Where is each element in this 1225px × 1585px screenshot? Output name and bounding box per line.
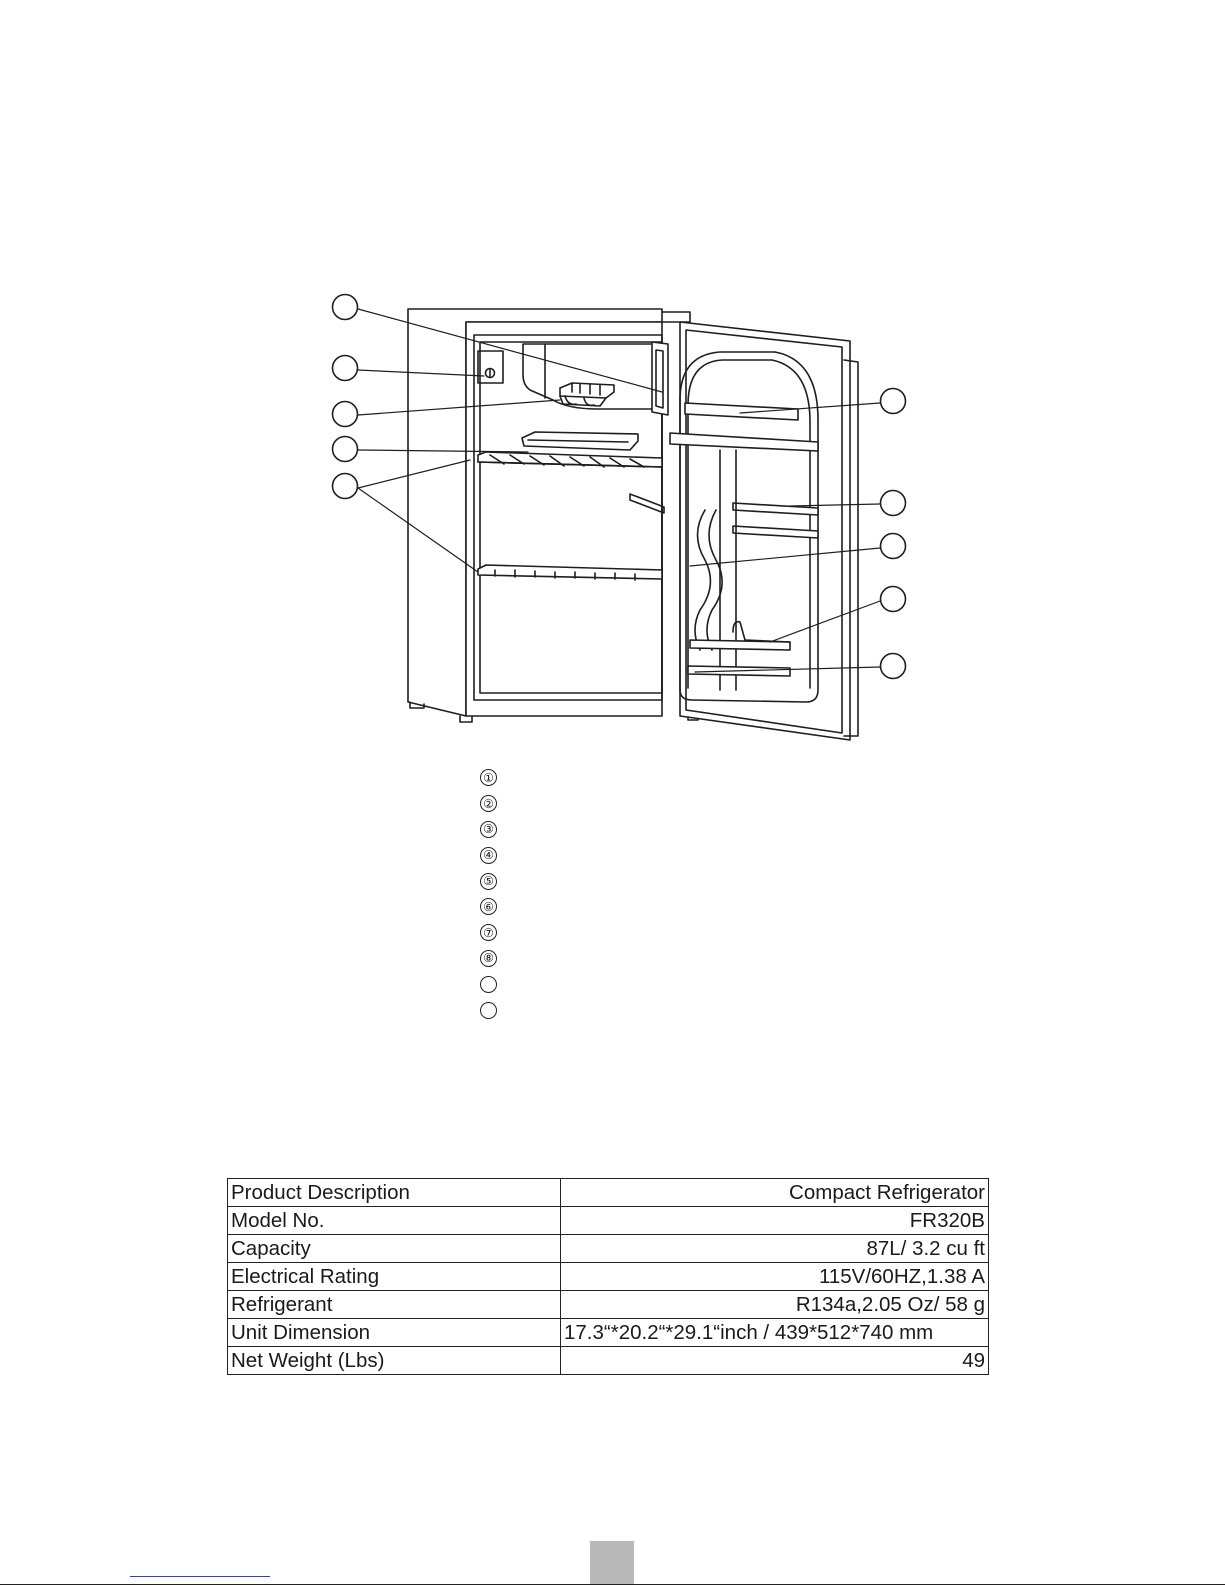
legend-item (480, 997, 780, 1023)
spec-label: Refrigerant (228, 1291, 561, 1319)
refrigerator-door (670, 322, 858, 740)
legend-item (480, 765, 780, 791)
table-row (228, 1235, 989, 1263)
table-row (228, 1263, 989, 1291)
legend-marker (480, 1002, 497, 1019)
legend-marker: ⑦ (480, 924, 497, 941)
spec-label: Product Description (228, 1179, 561, 1207)
spec-label: Electrical Rating (228, 1263, 561, 1291)
legend-marker: ④ (480, 847, 497, 864)
legend-marker: ② (480, 795, 497, 812)
callout-circles-left (333, 295, 358, 499)
spec-value: 17.3“*20.2“*29.1“inch / 439*512*740 mm (561, 1319, 989, 1347)
table-row (228, 1319, 989, 1347)
specifications-table (227, 1178, 989, 1375)
spec-value: R134a,2.05 Oz/ 58 g (561, 1291, 989, 1319)
spec-label: Model No. (228, 1207, 561, 1235)
legend-marker (480, 976, 497, 993)
table-row (228, 1207, 989, 1235)
table-row (228, 1179, 989, 1207)
spec-value: Compact Refrigerator (561, 1179, 989, 1207)
legend-item (480, 817, 780, 843)
legend-marker: ⑥ (480, 898, 497, 915)
spec-value: 115V/60HZ,1.38 A (561, 1263, 989, 1291)
legend-marker: ⑤ (480, 873, 497, 890)
legend-item (480, 894, 780, 920)
legend-marker: ③ (480, 821, 497, 838)
spec-value: FR320B (561, 1207, 989, 1235)
parts-legend (480, 765, 780, 1023)
footer-link-underline[interactable] (130, 1576, 270, 1577)
spec-label: Unit Dimension (228, 1319, 561, 1347)
table-row (228, 1347, 989, 1375)
callout-circles-right (881, 389, 906, 679)
legend-item (480, 920, 780, 946)
legend-marker: ⑧ (480, 950, 497, 967)
legend-item (480, 791, 780, 817)
spec-label: Net Weight (Lbs) (228, 1347, 561, 1375)
table-row (228, 1291, 989, 1319)
legend-marker: ① (480, 769, 497, 786)
legend-item (480, 842, 780, 868)
spec-value: 87L/ 3.2 cu ft (561, 1235, 989, 1263)
spec-value: 49 (561, 1347, 989, 1375)
page-number-box (590, 1541, 634, 1585)
legend-item (480, 868, 780, 894)
spec-label: Capacity (228, 1235, 561, 1263)
drip-tray (522, 432, 638, 450)
legend-item (480, 971, 780, 997)
legend-item (480, 946, 780, 972)
